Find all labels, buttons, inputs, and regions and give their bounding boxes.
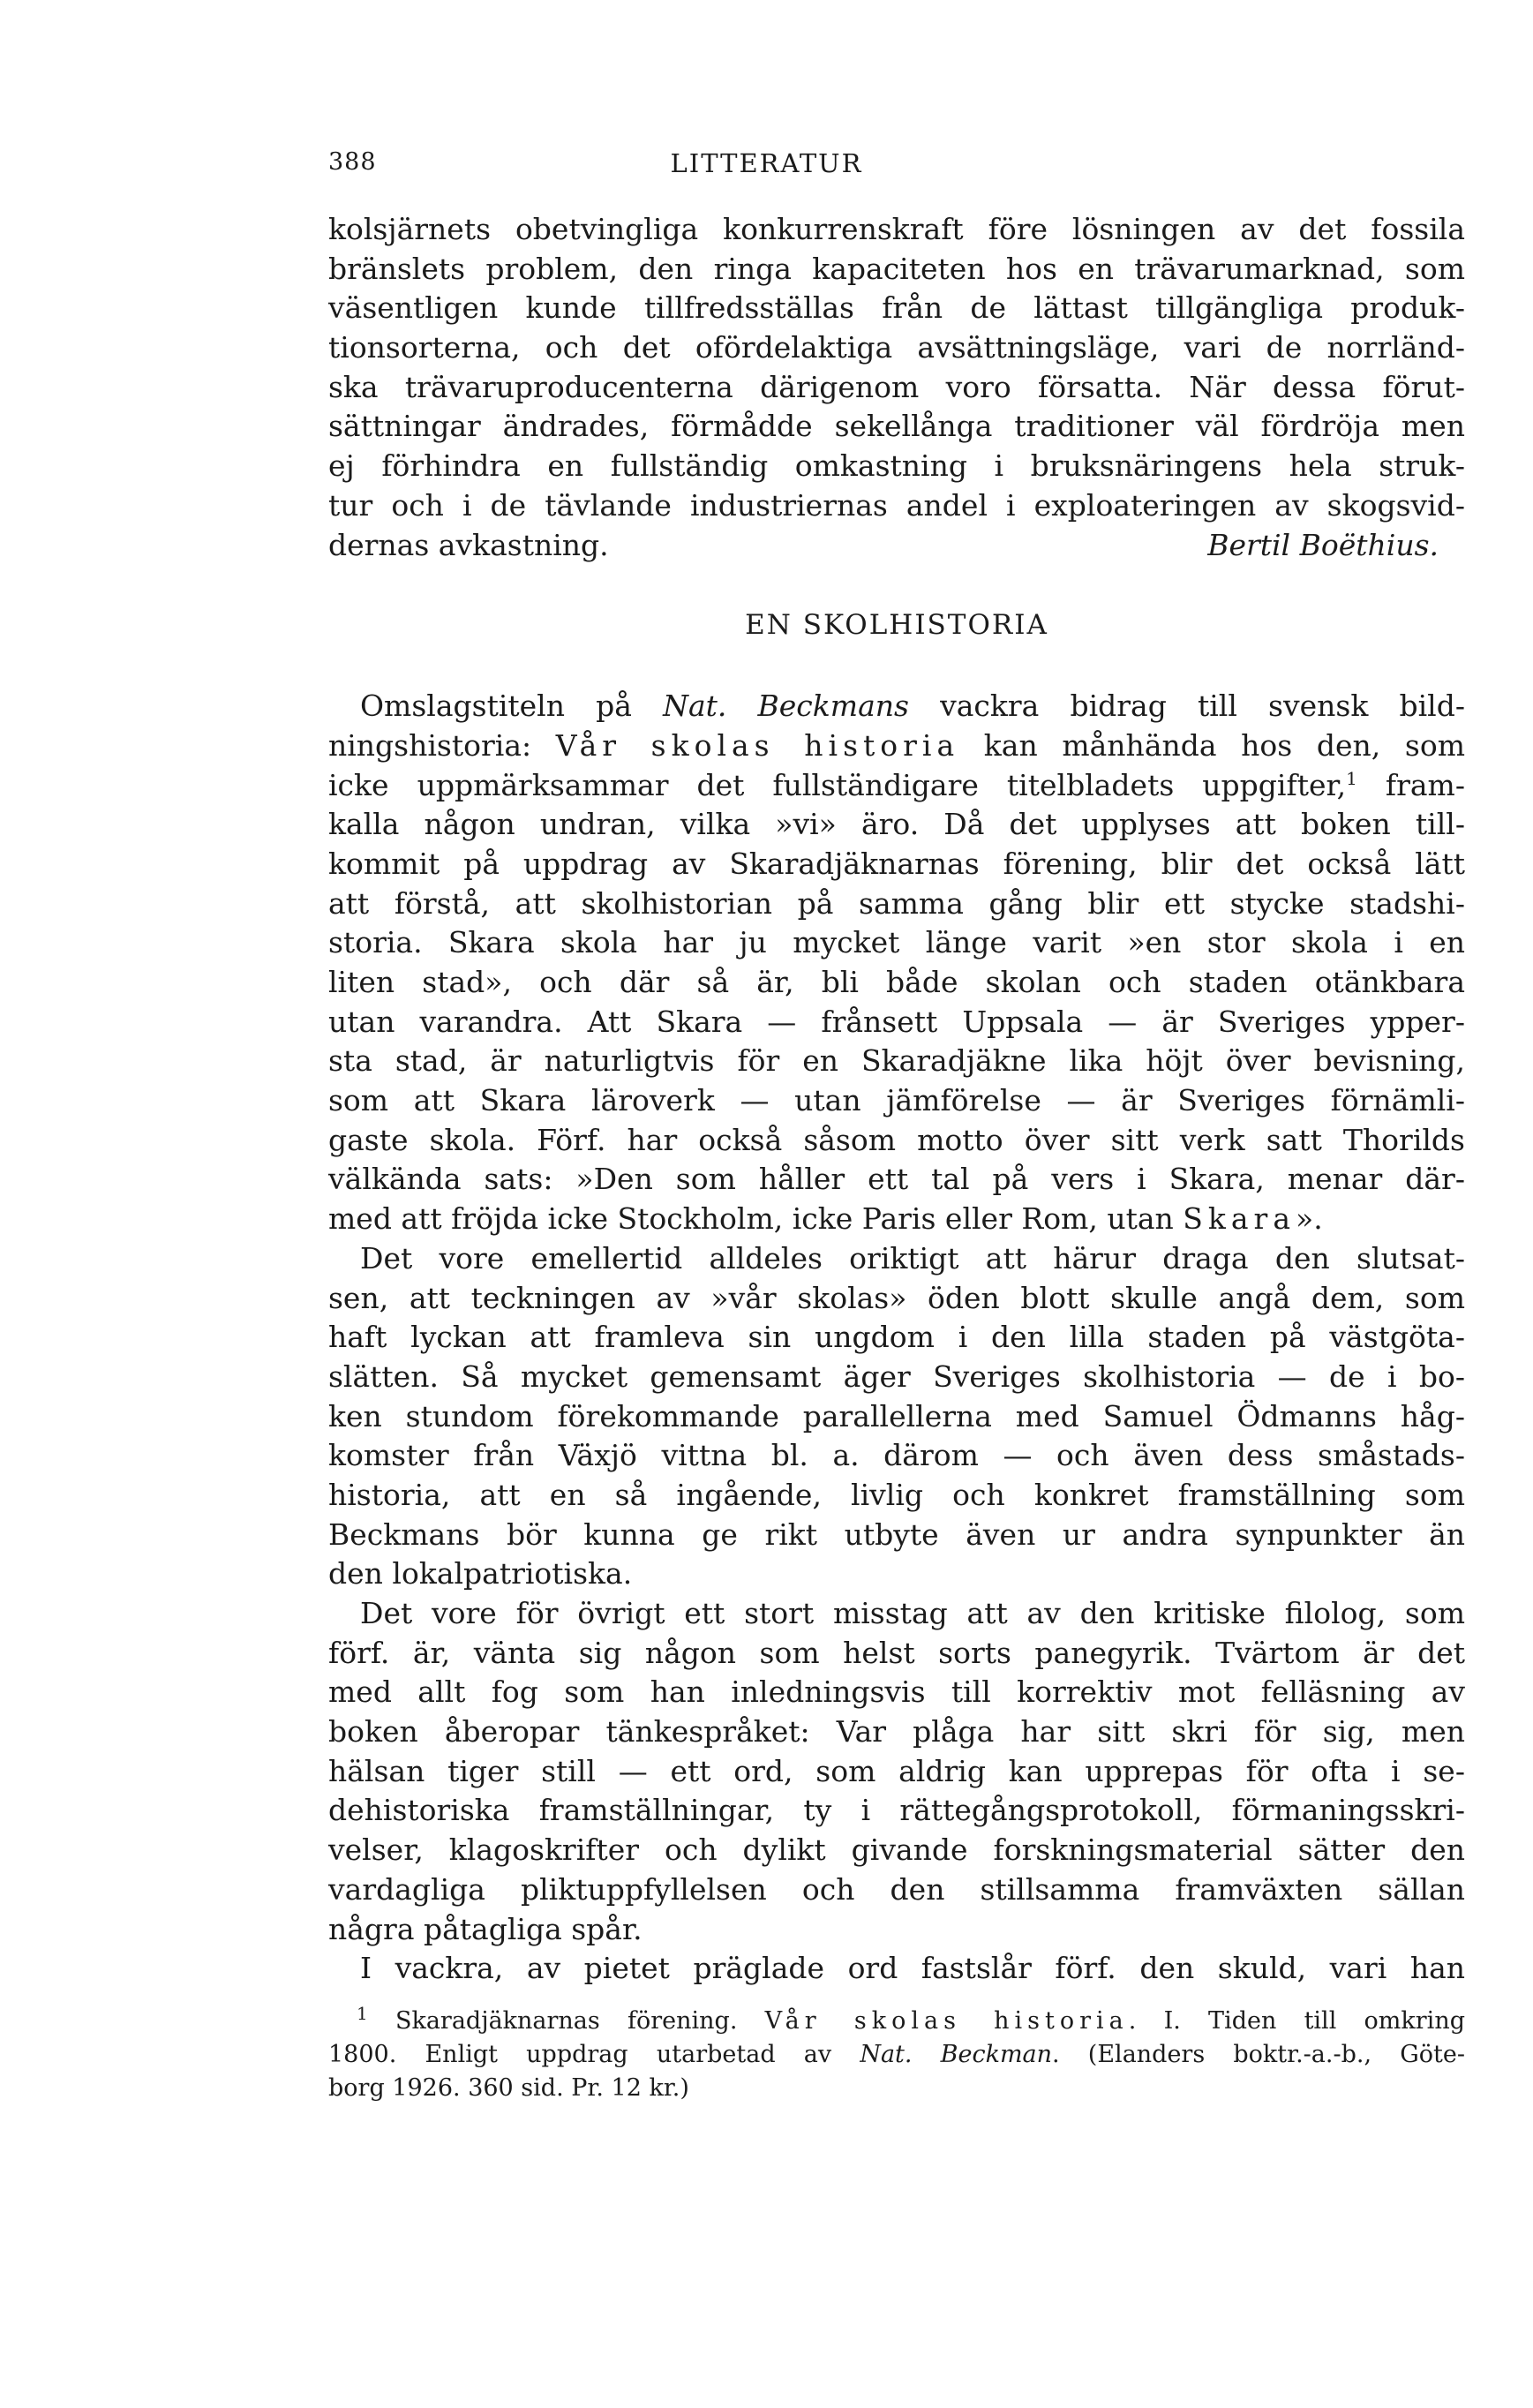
text-line: tur och i de tävlande industriernas andel i exploateringen av skogsvid-	[328, 487, 1465, 523]
text-line	[328, 766, 1465, 806]
text-line: ej förhindra en fullständig omkastning i bruksnäringens hela struk-	[328, 448, 1465, 484]
text-run: 1800. Enligt uppdrag utarbetad av	[328, 2040, 860, 2068]
text-line: ken stundom förekommande parallellerna med Samuel Ödmanns håg-	[328, 1398, 1465, 1434]
text-line: sta stad, är naturligtvis för en Skaradjäkne lika höjt över bevisning,	[328, 1043, 1465, 1079]
page-content	[328, 210, 1465, 2105]
text-run: icke uppmärksammar det fullständigare titelbladets uppgifter,	[328, 767, 1347, 802]
text-line: Beckmans bör kunna ge rikt utbyte även ur andra synpunkter än	[328, 1516, 1465, 1552]
text-run: fram-	[1356, 767, 1465, 802]
text-line: boken åberopar tänkespråket: Var plåga har sitt skri för sig, men	[328, 1714, 1465, 1750]
author-signature: Bertil Boëthius.	[1207, 527, 1439, 562]
text-run: ».	[1296, 1201, 1323, 1237]
text-line: förf. är, vänta sig någon som helst sorts panegyrik. Tvärtom är det	[328, 1635, 1465, 1670]
text-line: haft lyckan att framleva sin ungdom i den lilla staden på västgöta-	[328, 1320, 1465, 1355]
text-line: komster från Växjö vittna bl. a. därom — och även dess småstads-	[328, 1438, 1465, 1473]
text-line: väsentligen kunde tillfredsställas från de lättast tillgängliga produk-	[328, 290, 1465, 326]
text-line: velser, klagoskrifter och dylikt givande forskningsmaterial sätter den	[328, 1832, 1465, 1868]
text-line: I vackra, av pietet präglade ord fastslår förf. den skuld, vari han	[360, 1951, 1465, 1986]
text-line	[328, 1200, 1465, 1239]
text-line	[328, 726, 1465, 766]
footnote-line	[328, 2038, 1465, 2072]
text-line: tionsorterna, och det ofördelaktiga avsättningsläge, vari de norrländ-	[328, 330, 1465, 365]
text-line: som att Skara läroverk — utan jämförelse — är Sveriges förnämli-	[328, 1083, 1465, 1118]
text-line: ska trävaruproducenterna därigenom voro försatta. När dessa förut-	[328, 369, 1465, 404]
text-line: sen, att teckningen av »vår skolas» öden blott skulle angå dem, som	[328, 1280, 1465, 1315]
previous-review-ending	[328, 210, 1465, 565]
running-title: LITTERATUR	[670, 148, 863, 178]
text-run: Omslagstiteln på	[360, 689, 664, 724]
text-line: den lokalpatriotiska.	[328, 1556, 633, 1592]
text-line: några påtagliga spår.	[328, 1911, 643, 1946]
section-heading: EN SKOLHISTORIA	[745, 609, 1048, 642]
text-line: dehistoriska framställningar, ty i rättegångsprotokoll, förmaningsskri-	[328, 1793, 1465, 1828]
text-line: kalla någon undran, vilka »vi» äro. Då det upplyses att boken till-	[328, 807, 1465, 842]
text-line: Det vore för övrigt ett stort misstag att av den kritiske filolog, som	[360, 1596, 1465, 1630]
text-line: slätten. Så mycket gemensamt äger Sveriges skolhistoria — de i bo-	[328, 1358, 1465, 1394]
text-line: kolsjärnets obetvingliga konkurrenskraft före lösningen av det fossila	[328, 212, 1465, 246]
author-name: Nat. Beckman	[860, 2040, 1053, 2068]
book-title: Vår skolas historia	[764, 2006, 1129, 2035]
text-line: gaste skola. Förf. har också såsom motto över sitt verk satt Thorilds	[328, 1122, 1465, 1157]
book-title: Vår skolas historia	[555, 727, 960, 763]
text-line: att förstå, att skolhistorian på samma gång blir ett stycke stadshi-	[328, 885, 1465, 921]
text-line: liten stad», och där så är, bli både skolan och staden otänkbara	[328, 965, 1465, 999]
text-run: Skaradjäknarnas förening.	[367, 2006, 765, 2035]
text-line: hälsan tiger still — ett ord, som aldrig kan upprepas för ofta i se-	[328, 1753, 1465, 1788]
text-run: . I. Tiden till omkring	[1128, 2006, 1465, 2035]
text-run: kan månhända hos den, som	[959, 727, 1466, 763]
text-run: ningshistoria:	[328, 727, 556, 763]
footnote-line	[328, 2002, 1465, 2038]
text-line: dernas avkastning.	[328, 527, 609, 562]
text-run: vackra bidrag till svensk bild-	[908, 689, 1466, 724]
text-line: välkända sats: »Den som håller ett tal på vers i Skara, menar där-	[328, 1162, 1465, 1197]
text-line: med allt fog som han inledningsvis till korrektiv mot felläsning av	[328, 1674, 1465, 1710]
text-line: utan varandra. Att Skara — frånsett Uppsala — är Sveriges ypper-	[328, 1004, 1465, 1039]
text-line: kommit på uppdrag av Skaradjäknarnas förening, blir det också lätt	[328, 846, 1465, 881]
closing-line	[328, 526, 1465, 566]
footnote-reference: 1	[1346, 767, 1357, 789]
text-line: bränslets problem, den ringa kapaciteten hos en trävarumarknad, som	[328, 251, 1465, 286]
footnote	[328, 2002, 1465, 2105]
text-line: vardagliga pliktuppfyllelsen och den stillsamma framväxten sällan	[328, 1871, 1465, 1907]
footnote-mark: 1	[357, 2002, 368, 2024]
text-run: med att fröjda icke Stockholm, icke Paris eller Rom, utan	[328, 1201, 1184, 1237]
paragraph	[328, 687, 1465, 1239]
footnote-line: borg 1926. 360 sid. Pr. 12 kr.)	[328, 2073, 689, 2102]
spaced-word: Skara	[1183, 1201, 1296, 1237]
paragraph	[328, 1949, 1465, 1989]
text-line: sättningar ändrades, förmådde sekellånga traditioner väl fördröja men	[328, 409, 1465, 444]
text-line: Det vore emellertid alldeles oriktigt att härur draga den slutsat-	[360, 1240, 1465, 1275]
text-run: . (Elanders boktr.-a.-b., Göte-	[1052, 2040, 1465, 2068]
paragraph	[328, 1239, 1465, 1594]
text-line: historia, att en så ingående, livlig och konkret framställning som	[328, 1477, 1465, 1512]
page-number: 388	[328, 148, 377, 176]
paragraph	[328, 1594, 1465, 1949]
text-line	[328, 687, 1465, 726]
author-name: Nat. Beckmans	[663, 689, 909, 724]
text-line: storia. Skara skola har ju mycket länge varit »en stor skola i en	[328, 925, 1465, 960]
running-head	[0, 148, 1533, 191]
